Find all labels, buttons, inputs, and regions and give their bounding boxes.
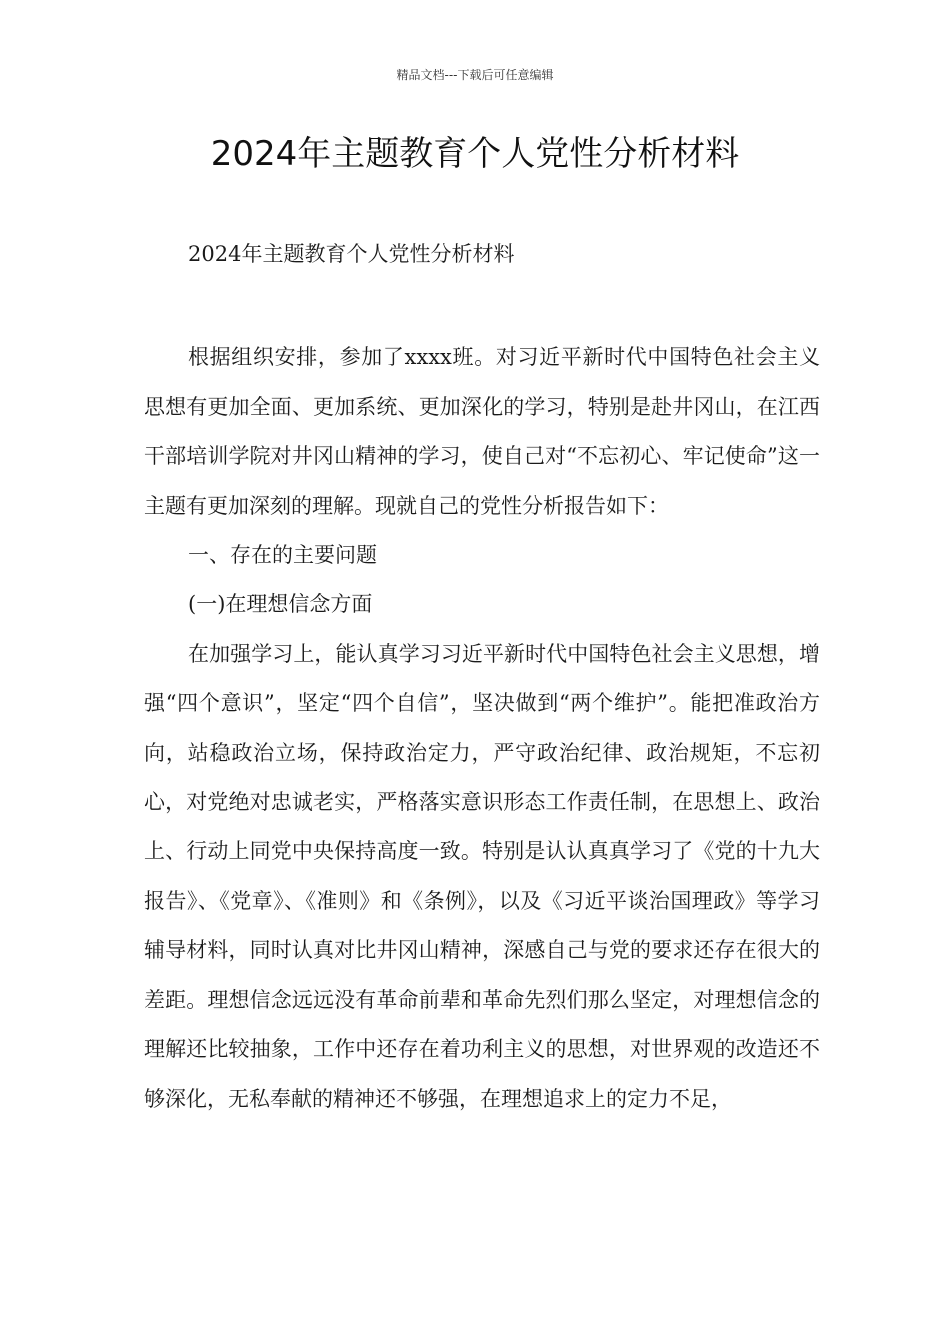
header-note: 精品文档---下载后可任意编辑 bbox=[396, 68, 554, 82]
document-title: 2024年主题教育个人党性分析材料 bbox=[210, 134, 740, 174]
document-subtitle: 2024年主题教育个人党性分析材料 bbox=[188, 242, 515, 266]
document-body bbox=[144, 230, 820, 1124]
subsection-heading: (一)在理想信念方面 bbox=[188, 592, 373, 617]
intro-paragraph: 根据组织安排，参加了xxxx班。对习近平新时代中国特色社会主义思想有更加全面、更加系统、更加深化的学习，特别是赴井冈山，在江西干部培训学院对井冈山精神的学习，使自己对“不忘初心、牢记使命”这一主题有更加深刻的理解。现就自己的党性分析报告如下： bbox=[144, 345, 820, 518]
section-heading: 一、存在的主要问题 bbox=[188, 543, 377, 568]
body-paragraph: 在加强学习上，能认真学习习近平新时代中国特色社会主义思想，增强“四个意识”，坚定“四个自信”，坚决做到“两个维护”。能把准政治方向，站稳政治立场，保持政治定力，严守政治纪律、政治规矩，不忘初心，对党绝对忠诚老实，严格落实意识形态工作责任制，在思想上、政治上、行动上同党中央保持高度一致。特别是认认真真学习了《党的十九大报告》、《党章》、《准则》和《条例》，以及《习近平谈治国理政》等学习辅导材料，同时认真对比井冈山精神，深感自己与党的要求还存在很大的差距。理想信念远远没有革命前辈和革命先烈们那么坚定，对理想信念的理解还比较抽象，工作中还存在着功利主义的思想，对世界观的改造还不够深化，无私奉献的精神还不够强，在理想追求上的定力不足， bbox=[144, 641, 820, 1111]
